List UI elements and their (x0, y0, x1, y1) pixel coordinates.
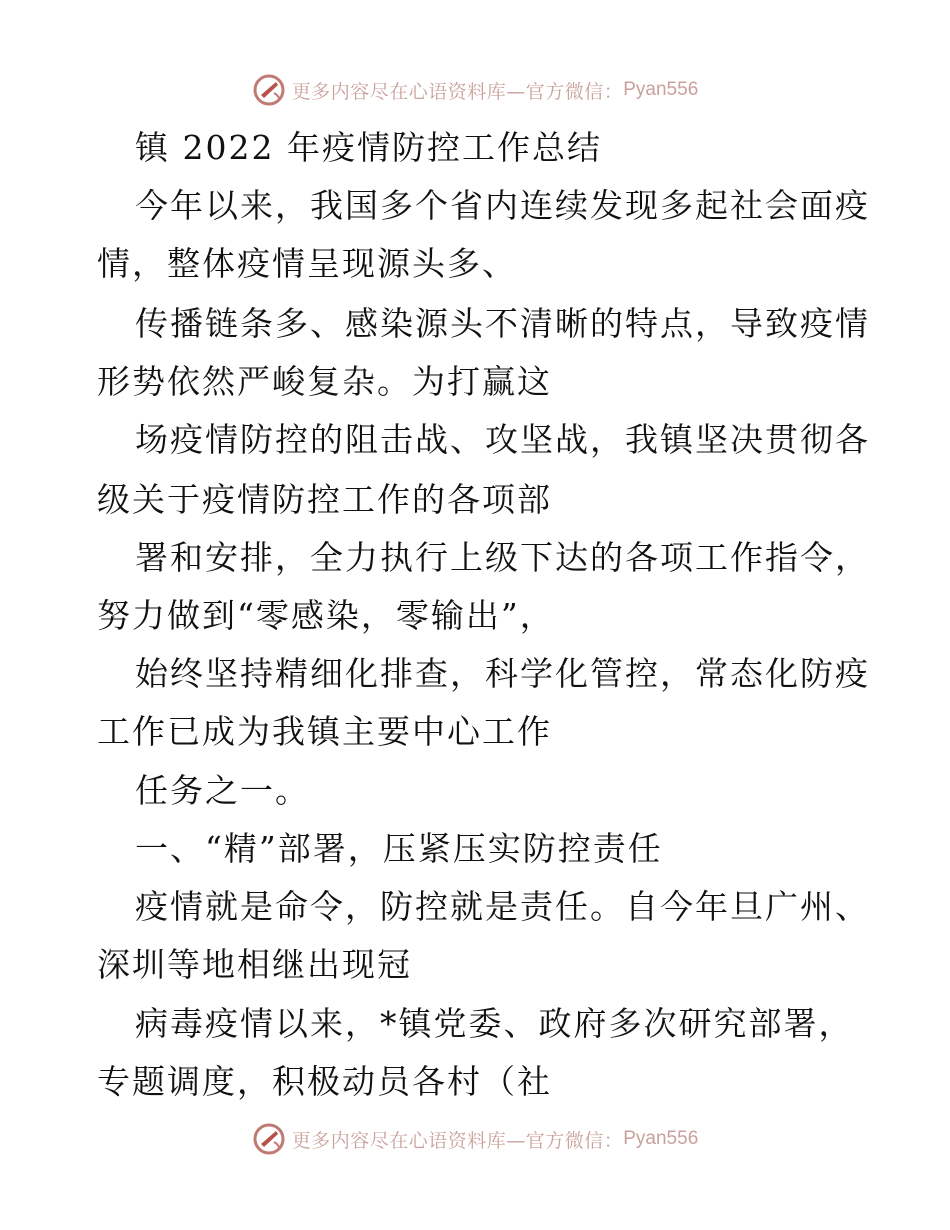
text-line: 病毒疫情以来，*镇党委、政府多次研究部署， (135, 1004, 854, 1043)
text-line: 今年以来，我国多个省内连续发现多起社会面疫 (135, 186, 870, 225)
text-line: 形势依然严峻复杂。为打赢这 (97, 362, 552, 401)
text-line: 工作已成为我镇主要中心工作 (97, 712, 552, 751)
watermark-text: 更多内容尽在心语资料库—官方微信： (291, 1129, 624, 1152)
text-line: 传播链条多、感染源头不清晰的特点，导致疫情 (135, 304, 870, 343)
text-line: 署和安排，全力执行上级下达的各项工作指令， (135, 538, 870, 577)
text-line: 始终坚持精细化排查，科学化管控，常态化防疫 (135, 654, 870, 693)
text-line: 任务之一。 (135, 771, 310, 810)
watermark-handle: Pyan556 (623, 1128, 699, 1149)
text-line: 深圳等地相继出现冠 (97, 945, 412, 984)
section-heading: 一、“精”部署，压紧压实防控责任 (135, 829, 663, 868)
text-line: 努力做到“零感染，零输出”， (97, 596, 555, 635)
watermark-footer (0, 1117, 950, 1161)
text-line: 场疫情防控的阻击战、攻坚战，我镇坚决贯彻各 (135, 420, 870, 459)
document-title: 镇 2022 年疫情防控工作总结 (135, 128, 602, 167)
watermark-logo-icon (252, 1122, 286, 1156)
text-line: 级关于疫情防控工作的各项部 (97, 480, 552, 519)
text-line: 专题调度，积极动员各村（社 (97, 1062, 552, 1101)
text-line: 情，整体疫情呈现源头多、 (97, 244, 517, 283)
watermark-text: 更多内容尽在心语资料库—官方微信： (291, 80, 624, 103)
watermark-handle: Pyan556 (623, 79, 699, 100)
text-line: 疫情就是命令，防控就是责任。自今年旦广州、 (135, 887, 870, 926)
